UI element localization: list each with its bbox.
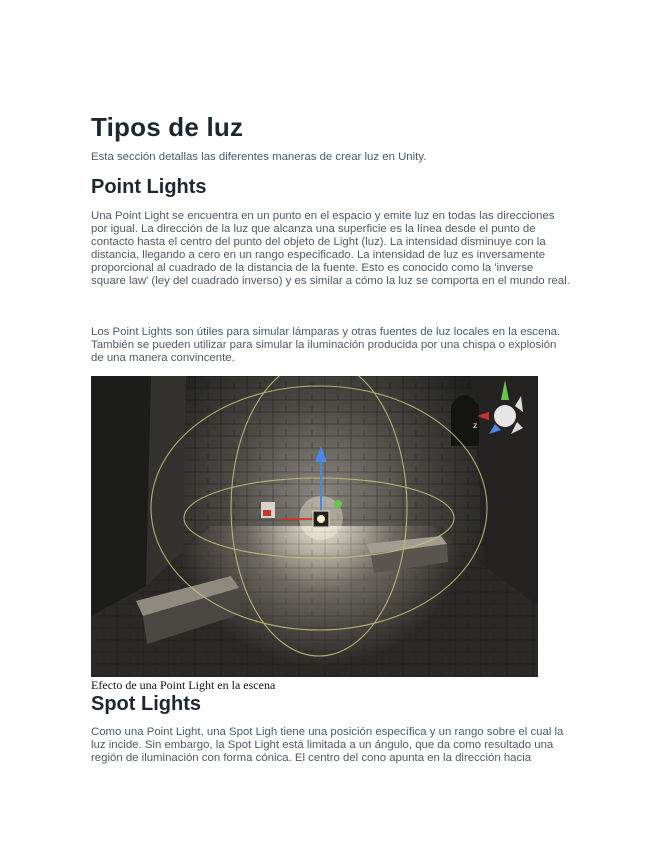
section-heading-point-lights: Point Lights <box>91 176 207 198</box>
figure-caption: Efecto de una Point Light en la escena <box>91 678 276 692</box>
page-title: Tipos de luz <box>91 112 244 142</box>
intro-text: Esta sección detallas las diferentes maneras de crear luz en Unity. <box>91 151 427 163</box>
scene-illustration <box>91 376 538 677</box>
point-lights-paragraph-2: Los Point Lights son útiles para simular lámparas y otras fuentes de luz locales en la escena. También se pueden utilizar para simular la iluminación producida por una chispa o explosión de una manera convincente. <box>91 326 561 364</box>
section-heading-spot-lights: Spot Lights <box>91 693 201 715</box>
gizmo-z-label: z <box>473 421 478 430</box>
point-light-scene-image <box>91 376 538 677</box>
point-lights-paragraph-1: Una Point Light se encuentra en un punto en el espacio y emite luz en todas las direcciones por igual. La dirección de la luz que alcanza una superficie es la línea desde el punto de contacto hasta el centro del punto del objeto de Light (luz). La intensidad disminuye con la distancia, llegando a cero en un rango especificado. La intensidad de luz es inversamente proporcional al cuadrado de la distancia de la fuente. Esto es conocido como la 'inverse square law' (ley del cuadrado inverso) y es similar a cómo la luz se comporta en el mundo real. <box>91 210 570 287</box>
spot-lights-paragraph-1: Como una Point Light, una Spot Ligh tiene una posición específica y un rango sobre el cual la luz incide. Sin embargo, la Spot Light está limitada a un ángulo, que da como resultado una región de iluminación con forma cónica. El centro del cono apunta en la dirección hacia <box>91 726 564 764</box>
